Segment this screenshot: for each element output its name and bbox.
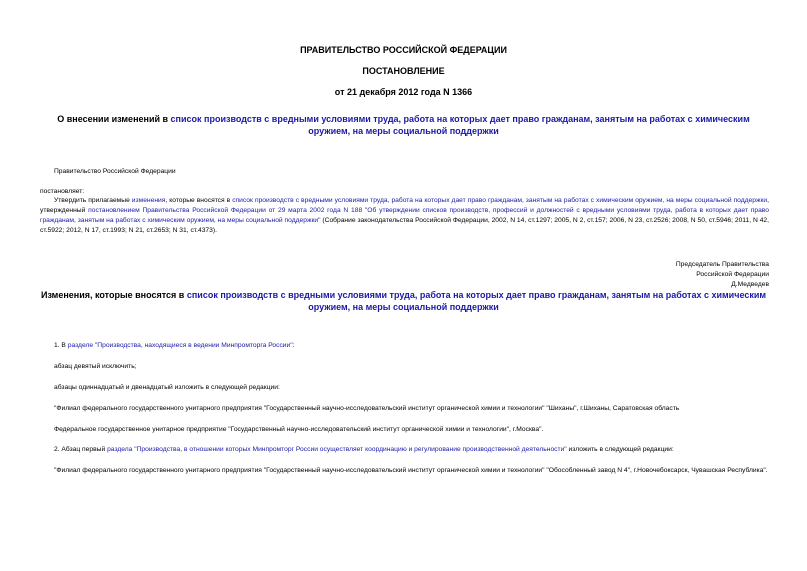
changes-title	[40, 289, 767, 313]
changes-title-link[interactable]: список производств с вредными условиями труда, работа на которых дает право гражданам, занятым на работах с химическим оружием, на меры социальной поддержки	[186, 290, 767, 312]
document-date-number: от 21 декабря 2012 года N 1366	[334, 87, 473, 97]
item-1-link[interactable]: разделе "Производства, находящиеся в ведении Минпромторга России"	[67, 342, 293, 349]
decrees-label: постановляет:	[40, 188, 85, 195]
item-1-line-2: абзац девятый исключить;	[54, 363, 137, 370]
document-type: ПОСТАНОВЛЕНИЕ	[362, 66, 445, 76]
signature-line-2: Российской Федерации	[696, 271, 769, 278]
item-1	[54, 341, 295, 351]
title-prefix: О внесении изменений в	[57, 114, 171, 124]
document-title	[40, 113, 767, 137]
p1-link-changes[interactable]: изменения	[131, 197, 166, 204]
item-2-suffix: изложить в следующей редакции:	[566, 446, 674, 453]
changes-title-prefix: Изменения, которые вносятся в	[40, 290, 187, 300]
item-2-link[interactable]: раздела "Производства, в отношении которых Минпромторг России осуществляет координацию и регулирование производственной деятельности"	[107, 446, 567, 453]
p1-text-a: Утвердить прилагаемые	[54, 197, 132, 204]
main-paragraph	[40, 196, 769, 236]
p1-text-d: (Собрание законодательства Российской Федерации, 2002, N 14, ст.1297; 2005, N 2, ст.157; 2006, N 23, ст.2526; 2008, N 50, ст.5946; 2011, N 42, ст.5922; 2012, N 17, ст.1993; N 21, ст.2653; N 31, ст.4373).	[40, 217, 769, 234]
item-1-line-4: "Филиал федерального государственного унитарного предприятия "Государственный научно-исследовательский институт органической химии и технологии" "Шиханы", г.Шиханы, Саратовская область	[54, 405, 680, 412]
item-1-line-5: Федеральное государственное унитарное предприятие "Государственный научно-исследовательский институт органической химии и технологии", г.Москва".	[54, 426, 544, 433]
p1-text-b: , которые вносятся в	[165, 197, 233, 204]
p1-link-resolution[interactable]: постановлением Правительства Российской Федерации от 29 марта 2002 года N 188 "Об утверждении списков производств, профессий и должностей с вредными условиями труда, работа в которых дает право гражданам, занятым на работах с химическим оружием, на меры социальной поддержки"	[40, 207, 769, 224]
p1-link-list[interactable]: список производств с вредными условиями труда, работа на которых дает право гражданам, занятым на работах с химическим оружием, на меры социальной поддержки	[232, 197, 768, 204]
item-1-line-3: абзацы одиннадцатый и двенадцатый изложить в следующей редакции:	[54, 384, 280, 391]
p1-text-c: , утвержденный	[40, 197, 769, 214]
government-label: Правительство Российской Федерации	[54, 168, 176, 175]
item-2-quote: "Филиал федерального государственного унитарного предприятия "Государственный научно-исследовательский институт органической химии и технологии" "Обособленный завод N 4", г.Новочебоксарск, Чувашская Республика".	[54, 467, 768, 474]
signature-block	[676, 260, 769, 290]
signature-line-1: Председатель Правительства	[675, 261, 769, 268]
government-heading: ПРАВИТЕЛЬСТВО РОССИЙСКОЙ ФЕДЕРАЦИИ	[300, 45, 507, 55]
item-1-prefix: 1. В	[54, 342, 68, 349]
item-2-prefix: 2. Абзац первый	[54, 446, 108, 453]
title-link[interactable]: список производств с вредными условиями труда, работа на которых дает право гражданам, занятым на работах с химическим оружием, на меры социальной поддержки	[170, 114, 750, 136]
item-1-suffix: :	[292, 342, 295, 349]
signature-line-3: Д.Медведев	[731, 281, 769, 288]
item-2	[54, 445, 674, 455]
